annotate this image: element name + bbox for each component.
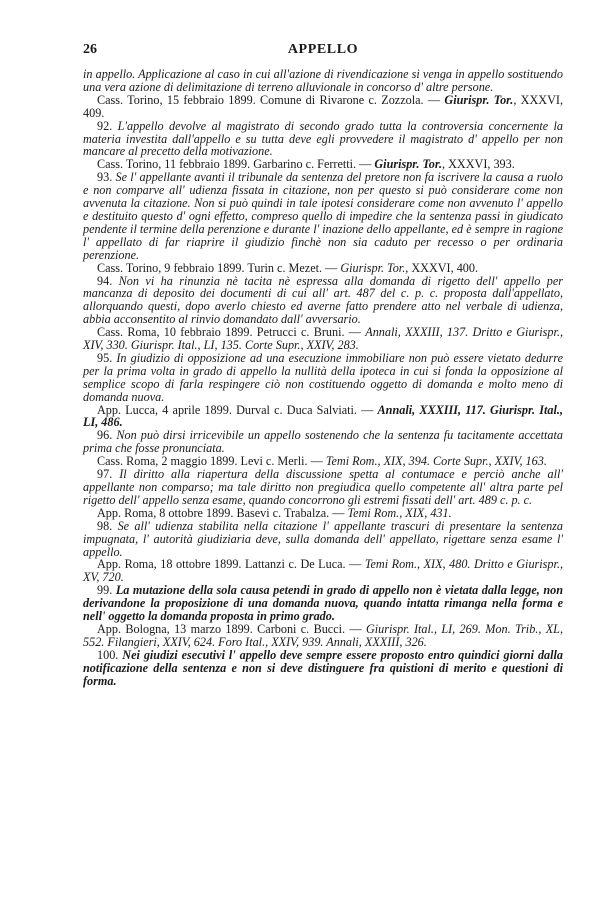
entry-99-citation: App. Bologna, 13 marzo 1899. Carboni c. Bucci. — Giurispr. Ital., LI, 269. Mon. Trib., XL, 552. Filangieri, XXIV, 624. Foro Ital., XXIV, 939. Annali, XXXIII, 326. [83, 621, 563, 649]
entry-96-citation: Cass. Roma, 2 maggio 1899. Levi c. Merli. — Temi Rom., XIX, 394. Corte Supr., XXIV, 163. [97, 454, 547, 469]
entry-95-text: 95. In giudizio di opposizione ad una esecuzione immobiliare non può essere vietato dedurre per la prima volta in grado di appello la nullità della ipoteca in cui si fonda la opposizione al semplice scopo di farla respingere ciò non costituendo oggetto di domanda e molto meno di domanda nuova. [83, 350, 564, 404]
page-title: APPELLO [287, 42, 359, 57]
entry-93-citation: Cass. Torino, 9 febbraio 1899. Turin c. Mezet. — Giurispr. Tor., XXXVI, 400. [97, 260, 479, 275]
page-header [83, 38, 563, 64]
entry-97-text: 97. Il diritto alla riapertura della discussione spetta al contumace e perciò anche all' appellante non comparso; ma tale diritto non pregiudica quello competente all' altra parte pel rigetto dell' appello senza esame, quando concorrono gli estremi fissati dell' art. 489 c. p. c. [83, 467, 564, 507]
entry-95-citation: App. Lucca, 4 aprile 1899. Durval c. Duca Salviati. — Annali, XXXIII, 117. Giurispr. Ital., LI, 486. [83, 402, 563, 430]
entry-96-text: 96. Non può dirsi irricevibile un appello sostenendo che la sentenza fu tacitamente accettata prima che fosse pronunciata. [83, 428, 563, 456]
document-body [83, 68, 563, 688]
entry-94-citation: Cass. Roma, 10 febbraio 1899. Petrucci c. Bruni. — Annali, XXXIII, 137. Dritto e Giurispr., XIV, 330. Giurispr. Ital., LI, 135. Corte Supr., XXIV, 283. [83, 325, 563, 353]
entry-92-citation: Cass. Torino, 11 febbraio 1899. Garbarino c. Ferretti. — Giurispr. Tor., XXXVI, 393. [97, 157, 515, 172]
entry-91-text: in appello. Applicazione al caso in cui all'azione di rivendicazione si venga in appello sostituendo una vera azione di delimitazione di terreno alluvionale in concorso d' altre persone. [83, 67, 563, 94]
entry-93-text: 93. Se l' appellante avanti il tribunale da sentenza del pretore non fa iscrivere la causa a ruolo e non comparve all' udienza fissata in citazione, non per questo si può considerare come non avvenuta la citazione. Non si può quindi in tale ipotesi considerare come non avvenuto l' appello e destituito questo d' ogni effetto, compreso quello di impedire che la sentenza passi in giudicato pendente il termine della perenzione e durante l' inazione dello appellante, ed è sempre in ragione l' appellato di far riaprire il giudizio finchè non sia caduto per recesso o per ordinaria perenzione. [83, 170, 563, 262]
entry-99-text: 99. La mutazione della sola causa petendi in grado di appello non è vietata dalla legge, non derivandone la proposizione di una domanda nuova, quando intatta rimanga nella forma e nell' oggetto la domanda proposta in primo grado. [83, 583, 564, 624]
entry-100-text: 100. Nei giudizi esecutivi l' appello deve sempre essere proposto entro quindici giorni dalla notificazione della sentenza e non si deve distinguere fra quistioni di merito e questioni di forma. [83, 647, 563, 688]
entry-94-text: 94. Non vi ha rinunzia nè tacita nè espressa alla domanda di rigetto dell' appello per mancanza di deposito dei documenti di cui all' art. 487 del c. p. c. proposta dall'appellato, allorquando questi, dopo averlo chiesto ed averne fatto prendere atto nel verbale di udienza, abbia acconsentito al rinvio domandato dall' avversario. [83, 273, 563, 327]
document-page [83, 38, 563, 688]
entry-92-text: 92. L'appello devolve al magistrato di secondo grado tutta la controversia concernente la materia investita dall'appello e su tutta deve egli provvedere il magistrato d' appello per non mancare al precetto della motivazione. [83, 118, 564, 159]
page-number: 26 [83, 42, 97, 57]
entry-97-citation: App. Roma, 8 ottobre 1899. Basevi c. Trabalza. — Temi Rom., XIX, 431. [97, 505, 452, 520]
entry-98-citation: App. Roma, 18 ottobre 1899. Lattanzi c. De Luca. — Temi Rom., XIX, 480. Dritto e Giurispr., XV, 720. [83, 557, 563, 585]
entry-98-text: 98. Se all' udienza stabilita nella citazione l' appellante trascuri di presentare la sentenza impugnata, l' autorità giudiziaria deve, sulla domanda dell' appellato, rigettare senza esame l' appello. [83, 518, 564, 559]
entry-91-citation: Cass. Torino, 15 febbraio 1899. Comune di Rivarone c. Zozzola. — Giurispr. Tor., XXXVI, 409. [83, 92, 563, 120]
